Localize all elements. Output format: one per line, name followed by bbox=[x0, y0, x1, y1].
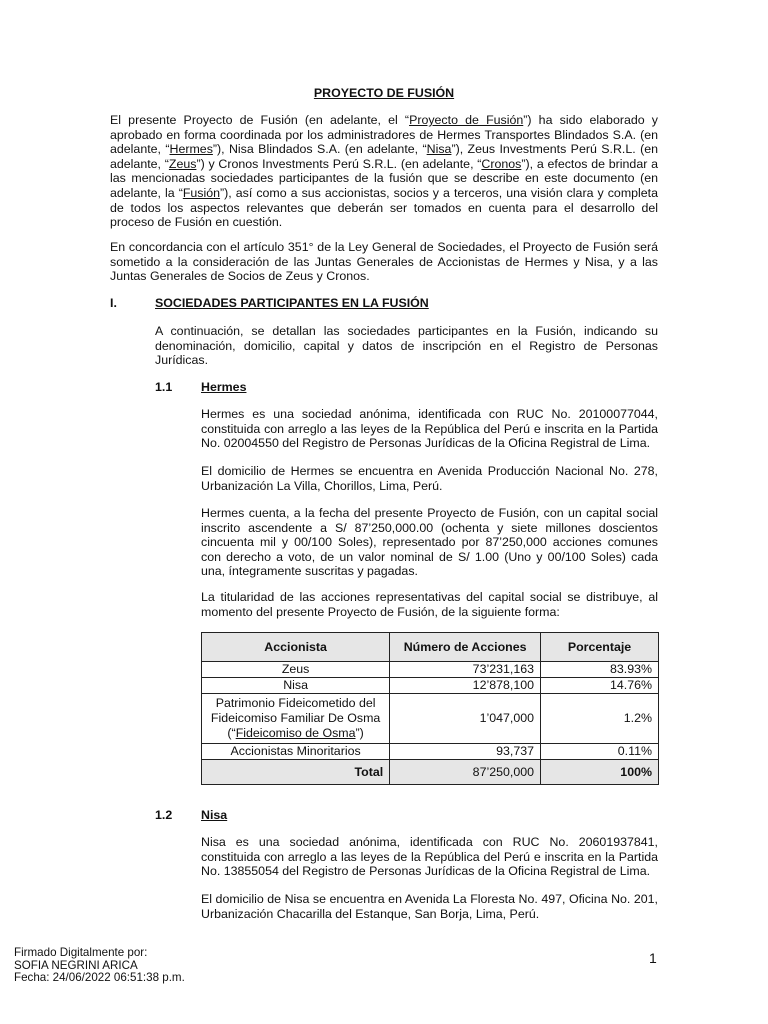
cell-shares: 93,737 bbox=[390, 744, 541, 760]
column-header-porcentaje: Porcentaje bbox=[541, 633, 659, 662]
section-intro: A continuación, se detallan las sociedades participantes en la Fusión, indicando su denominación, domicilio, capital y datos de inscripción en el Registro de Personas Jurídicas. bbox=[155, 324, 658, 368]
table-row bbox=[202, 678, 659, 694]
intro-text-1: El presente Proyecto de Fusión (en adelante, el “ bbox=[110, 113, 410, 127]
intro-text-2: ”) ha sido elaborado y aprobado en forma coordinada por los administradores de Hermes Transportes Blindados S.A. (en adelante, “ bbox=[110, 113, 658, 157]
cell-shares: 12’878,100 bbox=[390, 678, 541, 694]
shareholders-table bbox=[201, 632, 659, 785]
hermes-ruc-paragraph: Hermes es una sociedad anónima, identificada con RUC No. 20100077044, constituida con arreglo a las leyes de la República del Perú e inscrita en la Partida No. 02004550 del Registro de Personas Jurídicas de la Oficina Registral de Lima. bbox=[201, 407, 658, 451]
cell-percentage: 14.76% bbox=[541, 678, 659, 694]
table-row bbox=[202, 662, 659, 678]
nisa-domicile-paragraph: El domicilio de Nisa se encuentra en Avenida La Floresta No. 497, Oficina No. 201, Urbanización Chacarilla del Estanque, San Borja, Lima, Perú. bbox=[201, 892, 658, 921]
cell-shareholder-text: Patrimonio Fideicometido del Fideicomiso Familiar De Osma (“ bbox=[210, 696, 381, 740]
digital-signature-block bbox=[14, 947, 185, 985]
subsection-title-hermes: Hermes bbox=[201, 380, 247, 394]
table-total-row bbox=[202, 760, 659, 785]
defined-term-zeus: Zeus bbox=[168, 156, 197, 171]
cell-shareholder bbox=[202, 694, 390, 744]
intro-text-4: ”), Zeus Investments Perú S.R.L. (en adelante, “ bbox=[110, 142, 658, 171]
defined-term-cronos: Cronos bbox=[481, 156, 522, 171]
signature-label: Firmado Digitalmente por: bbox=[14, 946, 148, 959]
signer-name: SOFIA NEGRINI ARICA bbox=[14, 958, 138, 972]
cell-shares: 73’231,163 bbox=[390, 662, 541, 678]
section-title: SOCIEDADES PARTICIPANTES EN LA FUSIÓN bbox=[155, 296, 429, 310]
cell-shareholder: Accionistas Minoritarios bbox=[202, 744, 390, 760]
hermes-capital-paragraph: Hermes cuenta, a la fecha del presente Proyecto de Fusión, con un capital social inscrito ascendente a S/ 87’250,000.00 (ochenta y siete millones doscientos cincuenta mil y 00/100 Soles), representado por 87’250,000 acciones comunes con derecho a voto, de un valor nominal de S/ 1.00 (Uno y 00/100 Soles) cada una, íntegramente suscritas y pagadas. bbox=[201, 506, 658, 579]
nisa-ruc-paragraph: Nisa es una sociedad anónima, identificada con RUC No. 20601937841, constituida con arreglo a las leyes de la República del Perú e inscrita en la Partida No. 13855054 del Registro de Personas Jurídicas de la Oficina Registral de Lima. bbox=[201, 835, 658, 879]
table-row bbox=[202, 694, 659, 744]
cell-percentage: 1.2% bbox=[541, 694, 659, 744]
subsection-title-nisa: Nisa bbox=[201, 808, 228, 822]
document-title: PROYECTO DE FUSIÓN bbox=[313, 86, 455, 100]
total-label: Total bbox=[202, 760, 390, 785]
intro-text-6: ”), a efectos de brindar a las mencionadas sociedades participantes de la fusión que se describe en este documento (en adelante, la “ bbox=[110, 156, 659, 200]
hermes-ownership-paragraph: La titularidad de las acciones representativas del capital social se distribuye, al momento del presente Proyecto de Fusión, de la siguiente forma: bbox=[201, 590, 658, 619]
defined-term-fideicomiso: Fideicomiso de Osma bbox=[235, 726, 356, 740]
defined-term-fusion: Fusión bbox=[182, 185, 221, 200]
defined-term-hermes: Hermes bbox=[169, 142, 213, 157]
cell-shareholder-text-end: ”) bbox=[355, 726, 364, 740]
cell-percentage: 0.11% bbox=[541, 744, 659, 760]
section-number: I. bbox=[110, 296, 117, 310]
page-number: 1 bbox=[649, 950, 657, 966]
intro-paragraph bbox=[110, 113, 658, 230]
cell-shareholder: Zeus bbox=[202, 662, 390, 678]
table-row bbox=[202, 744, 659, 760]
subsection-number-nisa: 1.2 bbox=[155, 808, 173, 822]
intro-text-7: ”), así como a sus accionistas, socios y a terceros, una visión clara y completa de todos los aspectos relevantes que deberán ser tomados en cuenta para el desarrollo del proceso de Fusión en cuestión. bbox=[110, 185, 659, 230]
defined-term-proyecto: Proyecto de Fusión bbox=[409, 113, 524, 127]
column-header-accionista: Accionista bbox=[202, 633, 390, 662]
cell-percentage: 83.93% bbox=[541, 662, 659, 678]
intro-text-5: ”) y Cronos Investments Perú S.R.L. (en adelante, “ bbox=[196, 156, 482, 171]
signature-date: Fecha: 24/06/2022 06:51:38 p.m. bbox=[14, 971, 185, 985]
cell-shares: 1’047,000 bbox=[390, 694, 541, 744]
hermes-domicile-paragraph: El domicilio de Hermes se encuentra en Avenida Producción Nacional No. 278, Urbanización La Villa, Chorillos, Lima, Perú. bbox=[201, 464, 658, 493]
cell-shareholder: Nisa bbox=[202, 678, 390, 694]
paragraph-article-351: En concordancia con el artículo 351° de la Ley General de Sociedades, el Proyecto de Fusión será sometido a la consideración de las Juntas Generales de Accionistas de Hermes y Nisa, y a las Juntas Generales de Socios de Zeus y Cronos. bbox=[110, 240, 658, 284]
column-header-acciones: Número de Acciones bbox=[390, 633, 541, 662]
subsection-number-hermes: 1.1 bbox=[155, 380, 173, 394]
total-shares: 87’250,000 bbox=[390, 760, 541, 785]
total-percentage: 100% bbox=[541, 760, 659, 785]
intro-text-3: ”), Nisa Blindados S.A. (en adelante, “ bbox=[212, 142, 427, 157]
table-header-row bbox=[202, 633, 659, 662]
defined-term-nisa: Nisa bbox=[426, 142, 452, 157]
